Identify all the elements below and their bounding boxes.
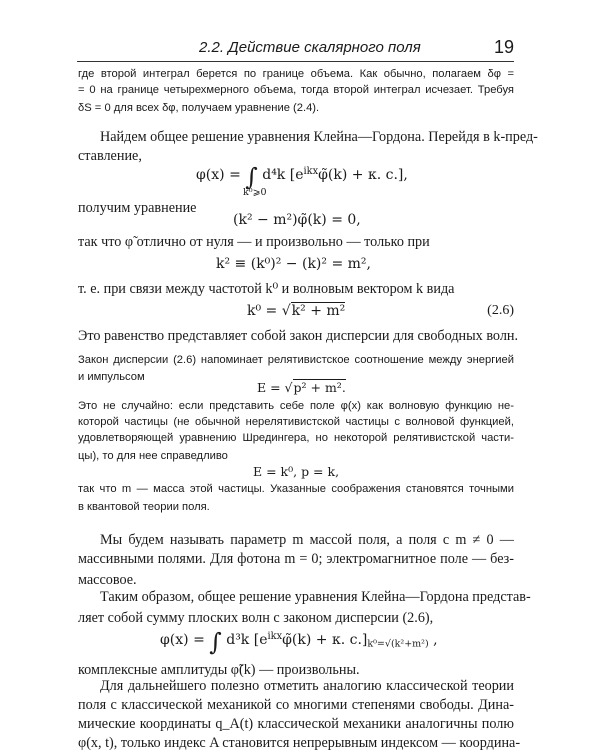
eq-integrand: d³k [e <box>226 632 268 648</box>
paragraph-line: Мы будем называть параметр m массой поля, а поля с m ≠ 0 — <box>100 532 514 548</box>
paragraph-line: поля с классической механикой со многими степенями свободы. Дина- <box>78 697 514 713</box>
paragraph-line: массовое. <box>78 572 137 588</box>
eq-lhs: k⁰ = <box>247 303 282 319</box>
small-para-line: так что m — масса этой частицы. Указанные соображения становятся точными <box>78 483 514 495</box>
small-para-line: которой частицы (не обычной нерелятивистской частицы с волновой функцией, <box>78 416 514 428</box>
paragraph-line: ляет собой сумму плоских волн с законом дисперсии (2.6), <box>78 610 434 626</box>
header-rule <box>77 61 514 62</box>
eq-lhs: E = <box>257 380 285 395</box>
paragraph-line: мические координаты q_A(t) классической механики аналогичны полю <box>78 716 514 732</box>
eq-subscript: k⁰=√(k²+m²) <box>367 638 429 650</box>
paragraph-line: Для дальнейшего полезно отметить аналогию классической теории <box>100 678 514 694</box>
small-para-line: Закон дисперсии (2.6) напоминает релятивистское соотношение между энергией <box>78 354 514 366</box>
eq-end: , <box>433 632 438 648</box>
running-header <box>77 37 514 59</box>
paragraph-line: комплексные амплитуды φ̃(k) — произвольны. <box>78 662 360 678</box>
eq-lhs: φ(x) = <box>160 632 210 648</box>
equation-number: (2.6) <box>487 303 514 318</box>
integral-sign: ∫ <box>209 628 222 656</box>
equation-energy-momentum: E = √p² + m². <box>257 380 346 395</box>
integral-sign: ∫ <box>245 163 258 191</box>
equation-energy-identity: E = k⁰, p = k, <box>253 464 340 479</box>
paragraph-line: массивными полями. Для фотона m = 0; электромагнитное поле — без- <box>78 551 514 567</box>
paragraph-line: так что φ̃ отлично от нуля — и произвольно — только при <box>78 234 430 250</box>
paragraph-line: φ(x, t), только индекс A становится непрерывным индексом — координа- <box>78 735 521 751</box>
small-para-line: = 0 на границе четырехмерного объема, тогда второй интеграл исчезает. Требуя <box>78 84 514 96</box>
paragraph-line: ставление, <box>78 148 142 164</box>
equation-dispersion: k⁰ = √k² + m² <box>247 303 346 319</box>
integral-limit: k⁰⩾0 <box>243 187 267 198</box>
eq-rest: φ̃(k) + к. с.], <box>318 167 408 183</box>
eq-radicand: k² + m² <box>291 303 346 319</box>
equation-general-solution <box>160 628 438 656</box>
small-para-line: Это не случайно: если представить себе поле φ(x) как волновую функцию не- <box>78 400 514 412</box>
paragraph-line: т. е. при связи между частотой k⁰ и волновым вектором k вида <box>78 281 455 297</box>
eq-lhs: φ(x) = <box>196 167 241 183</box>
equation-fourier-integral <box>196 163 408 191</box>
eq-exponent: ikx <box>267 631 283 643</box>
small-para-line: и импульсом <box>78 371 145 383</box>
small-para-line: где второй интеграл берется по границе объема. Как обычно, полагаем δφ = <box>78 68 514 80</box>
eq-exponent: ikx <box>303 166 319 178</box>
paragraph-line: Найдем общее решение уравнения Клейна—Гордона. Перейдя в k-пред- <box>100 129 538 145</box>
equation-kg-momentum: (k² − m²)φ̃(k) = 0, <box>233 212 361 228</box>
equation-mass-shell: k² ≡ (k⁰)² − (k)² = m², <box>216 256 371 272</box>
small-para-line: удовлетворяющей уравнению Шредингера, но некоторой релятивистской части- <box>78 432 514 444</box>
eq-radicand: p² + m². <box>293 380 346 395</box>
small-para-line: в квантовой теории поля. <box>78 501 210 513</box>
section-title: 2.2. Действие скалярного поля <box>199 39 421 56</box>
eq-rest: φ̃(k) + к. с.] <box>282 632 368 648</box>
paragraph-line: Таким образом, общее решение уравнения Клейна—Гордона представ- <box>100 589 531 605</box>
small-para-line: цы), то для нее справедливо <box>78 450 228 462</box>
eq-integrand: d⁴k [e <box>262 167 304 183</box>
paragraph-line: Это равенство представляет собой закон дисперсии для свободных волн. <box>78 328 519 344</box>
paragraph-line: получим уравнение <box>78 200 197 216</box>
small-para-line: δS = 0 для всех δφ, получаем уравнение (2.4). <box>78 102 320 114</box>
page-number: 19 <box>493 37 514 57</box>
